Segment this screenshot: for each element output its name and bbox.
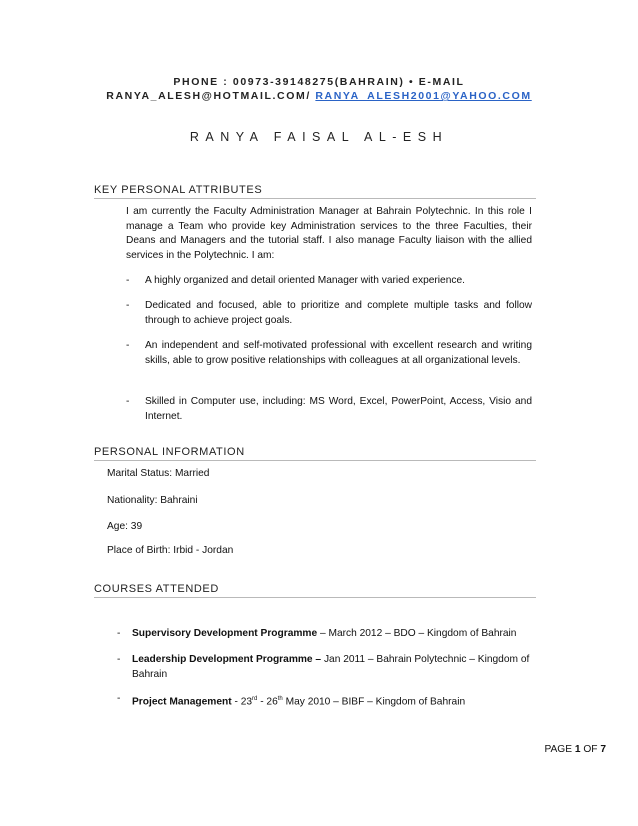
bullet-dash: -: [117, 654, 121, 665]
bullet-dash: -: [126, 340, 130, 351]
key-attributes-intro: I am currently the Faculty Administration Manager at Bahrain Polytechnic. In this role I manage a Team who provide key Administration services to the three Faculties, their Deans and Managers and the tutorial staff. I also manage Faculty liaison with the allied services in the Polytechnic. I am:: [126, 206, 532, 261]
course-details: May 2010 – BIBF – Kingdom of Bahrain: [282, 696, 466, 708]
attribute-text: A highly organized and detail oriented Manager with varied experience.: [145, 275, 465, 286]
email-hotmail: RANYA_ALESH@HOTMAIL.COM/: [106, 90, 316, 102]
ordinal-suffix: th: [277, 696, 283, 702]
contact-phone-line: PHONE : 00973-39148275(BAHRAIN) • E-MAIL: [173, 76, 465, 88]
course-title: Leadership Development Programme –: [132, 654, 322, 665]
section-heading-personal-info: PERSONAL INFORMATION: [94, 446, 536, 461]
course-details: Jan 2011 – Bahrain Polytechnic – Kingdom of Bahrain: [132, 654, 530, 680]
info-marital-status: Marital Status: Married: [107, 468, 210, 479]
bullet-dash: -: [117, 628, 121, 639]
bullet-dash: -: [126, 300, 130, 311]
contact-email-line: [0, 90, 638, 102]
bullet-dash: -: [117, 693, 121, 704]
bullet-dash: -: [126, 275, 130, 286]
current-page: 1: [574, 744, 581, 755]
course-date-end: - 26: [257, 696, 278, 708]
info-age: Age: 39: [107, 521, 143, 532]
email-yahoo-link[interactable]: RANYA_ALESH2001@YAHOO.COM: [315, 90, 532, 102]
attribute-text: An independent and self-motivated professional with excellent research and writing skills, able to grow positive relationships with colleagues at all organizational levels.: [145, 340, 532, 366]
section-heading-courses: COURSES ATTENDED: [94, 583, 536, 598]
total-pages: 7: [600, 744, 606, 755]
section-heading-key-attributes: KEY PERSONAL ATTRIBUTES: [94, 184, 536, 199]
bullet-dash: -: [126, 396, 130, 407]
course-date-start: - 23: [231, 696, 253, 708]
info-nationality: Nationality: Bahraini: [107, 495, 198, 506]
course-details: – March 2012 – BDO – Kingdom of Bahrain: [317, 628, 517, 639]
attribute-text: Skilled in Computer use, including: MS Word, Excel, PowerPoint, Access, Visio and Internet.: [145, 396, 532, 422]
attribute-text: Dedicated and focused, able to prioritize and complete multiple tasks and follow through to achieve project goals.: [145, 300, 532, 326]
ordinal-suffix: rd: [252, 696, 258, 702]
course-title: Supervisory Development Programme: [132, 628, 318, 639]
page-number: PAGE 1 OF 7: [544, 744, 606, 755]
info-place-of-birth: Place of Birth: Irbid - Jordan: [107, 545, 234, 556]
course-title: Project Management: [132, 696, 232, 708]
candidate-name: RANYA FAISAL AL-ESH: [189, 130, 449, 144]
